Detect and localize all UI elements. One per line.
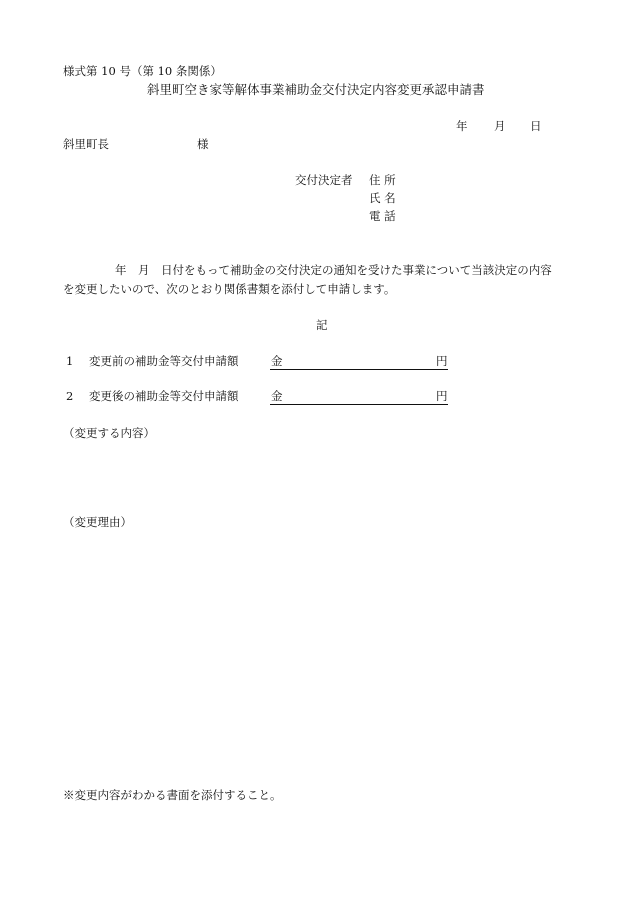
footnote: ※変更内容がわかる書面を添付すること。	[63, 788, 282, 802]
body-line-2: を変更したいので、次のとおり関係書類を添付して申請します。	[63, 282, 396, 296]
item-label: 変更前の補助金等交付申請額	[89, 354, 239, 368]
amount-prefix: 金	[271, 389, 283, 403]
date-day: 日	[530, 119, 542, 133]
item-number: 1	[66, 354, 74, 368]
applicant-role: 交付決定者	[295, 173, 353, 187]
date-year: 年	[456, 119, 468, 133]
name-label: 氏 名	[369, 191, 396, 205]
amount-field[interactable]	[270, 355, 448, 370]
amount-prefix: 金	[271, 354, 283, 368]
addressee-name: 斜里町長	[63, 137, 109, 151]
addressee-honorific: 様	[197, 137, 209, 151]
form-title: 斜里町空き家等解体事業補助金交付決定内容変更承認申請書	[147, 82, 485, 97]
item-number: 2	[66, 389, 74, 403]
amount-field[interactable]	[270, 390, 448, 405]
date-month: 月	[494, 119, 506, 133]
ki-heading: 記	[316, 318, 328, 332]
item-label: 変更後の補助金等交付申請額	[89, 389, 239, 403]
section-change-reason: （変更理由）	[63, 515, 132, 529]
phone-label: 電 話	[369, 209, 396, 223]
body-line-1: 年 月 日付をもって補助金の交付決定の通知を受けた事業について当該決定の内容	[115, 263, 552, 277]
section-change-content: （変更する内容）	[63, 426, 155, 440]
address-label: 住 所	[369, 173, 396, 187]
amount-unit: 円	[436, 389, 448, 403]
form-number: 様式第 10 号（第 10 条関係）	[63, 64, 222, 78]
amount-unit: 円	[436, 354, 448, 368]
